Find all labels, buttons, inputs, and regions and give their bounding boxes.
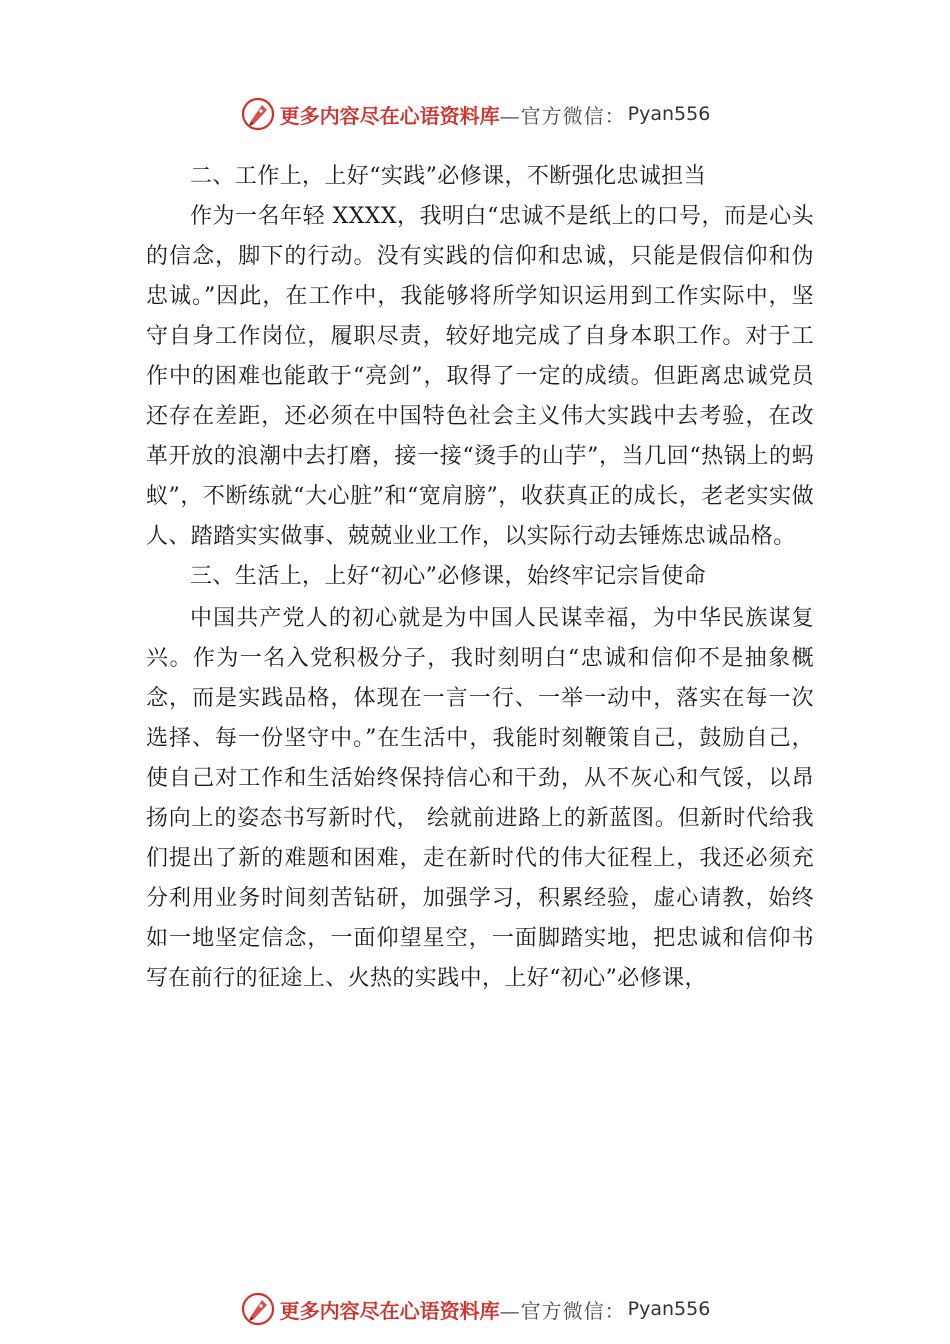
footer-banner	[0, 1289, 950, 1329]
pen-nib-icon	[240, 1291, 276, 1327]
banner-brand-text: 更多内容尽在心语资料库	[279, 103, 500, 128]
header-banner	[0, 94, 950, 134]
banner-wechat-id: Pyan556	[627, 1298, 711, 1320]
banner-separator-text: —官方微信：	[499, 1298, 626, 1323]
section-2-heading: 二、工作上，上好“实践”必修课，不断强化忠诚担当	[190, 164, 707, 189]
banner-brand-text: 更多内容尽在心语资料库	[279, 1298, 500, 1323]
document-body	[146, 157, 814, 999]
section-3-heading: 三、生活上，上好“初心”必修课，始终牢记宗旨使命	[190, 564, 707, 589]
banner-separator-text: —官方微信：	[499, 103, 626, 128]
banner-wechat-id: Pyan556	[627, 103, 711, 125]
section-2-paragraph: 作为一名年轻 XXXX，我明白“忠诚不是纸上的口号，而是心头的信念，脚下的行动。没有实践的信仰和忠诚，只能是假信仰和伪忠诚。”因此，在工作中，我能够将所学知识运用到工作实际中，坚守自身工作岗位，履职尽责，较好地完成了自身本职工作。对于工作中的困难也能敢于“亮剑”，取得了一定的成绩。但距离忠诚党员还存在差距，还必须在中国特色社会主义伟大实践中去考验，在改革开放的浪潮中去打磨，接一接“烫手的山芋”，当几回“热锅上的蚂蚁”，不断练就“大心脏”和“宽肩膀”，收获真正的成长，老老实实做人、踏踏实实做事、兢兢业业工作，以实际行动去锤炼忠诚品格。	[146, 204, 814, 549]
pen-nib-icon	[240, 96, 276, 132]
section-3-paragraph: 中国共产党人的初心就是为中国人民谋幸福，为中华民族谋复兴。作为一名入党积极分子，我时刻明白“忠诚和信仰不是抽象概念，而是实践品格，体现在一言一行、一举一动中，落实在每一次选择、每一份坚守中。”在生活中，我能时刻鞭策自己，鼓励自己，使自己对工作和生活始终保持信心和干劲，从不灰心和气馁，以昂扬向上的姿态书写新时代， 绘就前进路上的新蓝图。但新时代给我们提出了新的难题和困难，走在新时代的伟大征程上，我还必须充分利用业务时间刻苦钻研，加强学习，积累经验，虚心请教，始终如一地坚定信念，一面仰望星空，一面脚踏实地，把忠诚和信仰书写在前行的征途上、火热的实践中，上好“初心”必修课，	[146, 606, 814, 991]
